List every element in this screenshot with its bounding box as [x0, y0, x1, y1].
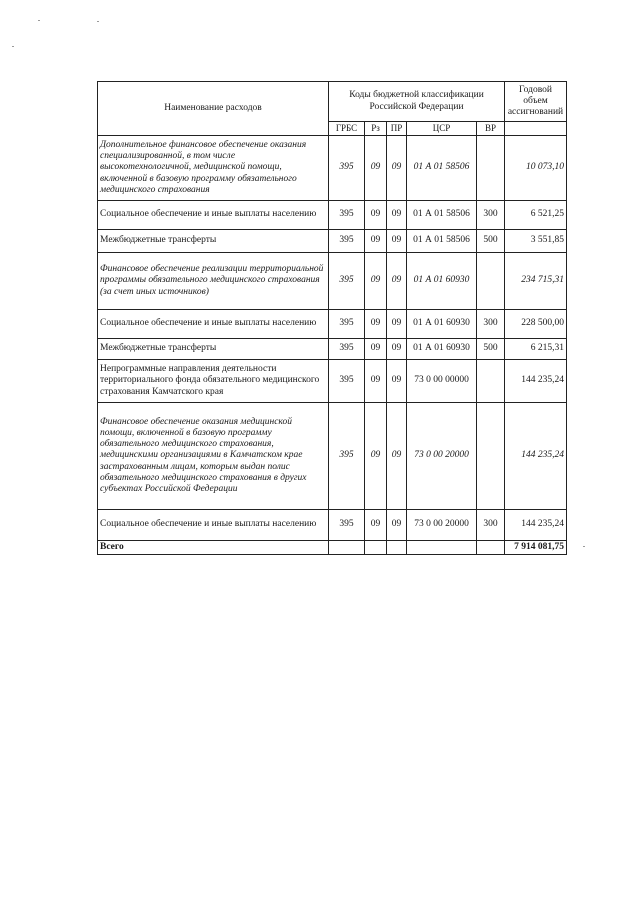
- row-pr-cell: 09: [387, 253, 407, 310]
- row-csr-cell: 73 0 00 00000: [407, 360, 477, 403]
- scan-speck: [583, 546, 585, 547]
- row-amount-cell: 144 235,24: [505, 403, 567, 510]
- row-amount-cell: 10 073,10: [505, 136, 567, 201]
- row-grbs-cell: 395: [329, 403, 365, 510]
- row-grbs-cell: 395: [329, 201, 365, 230]
- row-pr-cell: 09: [387, 339, 407, 360]
- total-amount: 7 914 081,75: [505, 541, 567, 555]
- row-vr-cell: 500: [477, 339, 505, 360]
- row-csr-cell: 01 А 01 60930: [407, 310, 477, 339]
- table-row: [98, 403, 567, 510]
- row-grbs-cell: 395: [329, 360, 365, 403]
- row-rz-cell: 09: [365, 230, 387, 253]
- row-csr-cell: 01 А 01 58506: [407, 136, 477, 201]
- row-amount-cell: 228 500,00: [505, 310, 567, 339]
- subheader-rz: Рз: [365, 122, 387, 136]
- row-name-cell: Финансовое обеспечение реализации территориальной программы обязательного медицинского страхования (за счет иных источников): [98, 253, 329, 310]
- subheader-vr: ВР: [477, 122, 505, 136]
- row-rz-cell: 09: [365, 201, 387, 230]
- row-csr-cell: 73 0 00 20000: [407, 403, 477, 510]
- header-annual-cell: Годовой объем ассигнований: [505, 82, 567, 122]
- row-pr-cell: 09: [387, 230, 407, 253]
- table-row: [98, 201, 567, 230]
- row-grbs-cell: 395: [329, 136, 365, 201]
- row-rz-cell: 09: [365, 136, 387, 201]
- row-pr-cell: 09: [387, 136, 407, 201]
- table-row: [98, 230, 567, 253]
- row-grbs-cell: 395: [329, 339, 365, 360]
- subheader-annual-empty: [505, 122, 567, 136]
- table-row: [98, 360, 567, 403]
- row-csr-cell: 73 0 00 20000: [407, 510, 477, 541]
- row-csr-cell: 01 А 01 60930: [407, 253, 477, 310]
- row-rz-cell: 09: [365, 310, 387, 339]
- row-vr-cell: 300: [477, 510, 505, 541]
- total-empty-cell: [365, 541, 387, 555]
- row-pr-cell: 09: [387, 310, 407, 339]
- header-name-cell: Наименование расходов: [98, 82, 329, 136]
- budget-table: [97, 81, 567, 555]
- row-csr-cell: 01 А 01 58506: [407, 201, 477, 230]
- row-vr-cell: [477, 253, 505, 310]
- row-grbs-cell: 395: [329, 253, 365, 310]
- row-amount-cell: 6 215,31: [505, 339, 567, 360]
- row-name-cell: Социальное обеспечение и иные выплаты населению: [98, 201, 329, 230]
- row-csr-cell: 01 А 01 58506: [407, 230, 477, 253]
- total-empty-cell: [329, 541, 365, 555]
- row-vr-cell: 300: [477, 310, 505, 339]
- row-amount-cell: 144 235,24: [505, 510, 567, 541]
- row-grbs-cell: 395: [329, 510, 365, 541]
- row-name-cell: Непрограммные направления деятельности территориального фонда обязательного медицинского страхования Камчатского края: [98, 360, 329, 403]
- scan-speck: [38, 20, 40, 21]
- row-amount-cell: 3 551,85: [505, 230, 567, 253]
- table-row: [98, 136, 567, 201]
- row-grbs-cell: 395: [329, 310, 365, 339]
- row-name-cell: Межбюджетные трансферты: [98, 230, 329, 253]
- table-total-row: [98, 541, 567, 555]
- row-pr-cell: 09: [387, 201, 407, 230]
- row-name-cell: Дополнительное финансовое обеспечение оказания специализированной, в том числе высокотехнологичной, медицинской помощи, включенной в базовую программу обязательного медицинского страхования: [98, 136, 329, 201]
- subheader-pr: ПР: [387, 122, 407, 136]
- row-vr-cell: 300: [477, 201, 505, 230]
- row-name-cell: Социальное обеспечение и иные выплаты населению: [98, 510, 329, 541]
- row-amount-cell: 144 235,24: [505, 360, 567, 403]
- row-pr-cell: 09: [387, 510, 407, 541]
- row-vr-cell: [477, 403, 505, 510]
- row-pr-cell: 09: [387, 360, 407, 403]
- table-row: [98, 253, 567, 310]
- table-header-row: [98, 82, 567, 122]
- row-name-cell: Финансовое обеспечение оказания медицинской помощи, включенной в базовую программу обязательного медицинского страхования, медицинскими организациями в Камчатском крае застрахованным лицам, которым выдан полис обязательного медицинского страхования в других субъектах Российской Федерации: [98, 403, 329, 510]
- subheader-grbs: ГРБС: [329, 122, 365, 136]
- row-csr-cell: 01 А 01 60930: [407, 339, 477, 360]
- table-row: [98, 310, 567, 339]
- row-rz-cell: 09: [365, 339, 387, 360]
- row-name-cell: Социальное обеспечение и иные выплаты населению: [98, 310, 329, 339]
- row-rz-cell: 09: [365, 403, 387, 510]
- row-vr-cell: [477, 136, 505, 201]
- row-vr-cell: [477, 360, 505, 403]
- table-row: [98, 339, 567, 360]
- table-row: [98, 510, 567, 541]
- row-rz-cell: 09: [365, 253, 387, 310]
- total-empty-cell: [387, 541, 407, 555]
- row-amount-cell: 234 715,31: [505, 253, 567, 310]
- scan-speck: [12, 46, 14, 47]
- row-amount-cell: 6 521,25: [505, 201, 567, 230]
- subheader-csr: ЦСР: [407, 122, 477, 136]
- row-rz-cell: 09: [365, 510, 387, 541]
- total-empty-cell: [407, 541, 477, 555]
- total-empty-cell: [477, 541, 505, 555]
- header-codes-cell: Коды бюджетной классификации Российской Федерации: [329, 82, 505, 122]
- row-name-cell: Межбюджетные трансферты: [98, 339, 329, 360]
- row-grbs-cell: 395: [329, 230, 365, 253]
- row-rz-cell: 09: [365, 360, 387, 403]
- row-pr-cell: 09: [387, 403, 407, 510]
- row-vr-cell: 500: [477, 230, 505, 253]
- scan-speck: [97, 21, 99, 22]
- total-label: Всего: [98, 541, 329, 555]
